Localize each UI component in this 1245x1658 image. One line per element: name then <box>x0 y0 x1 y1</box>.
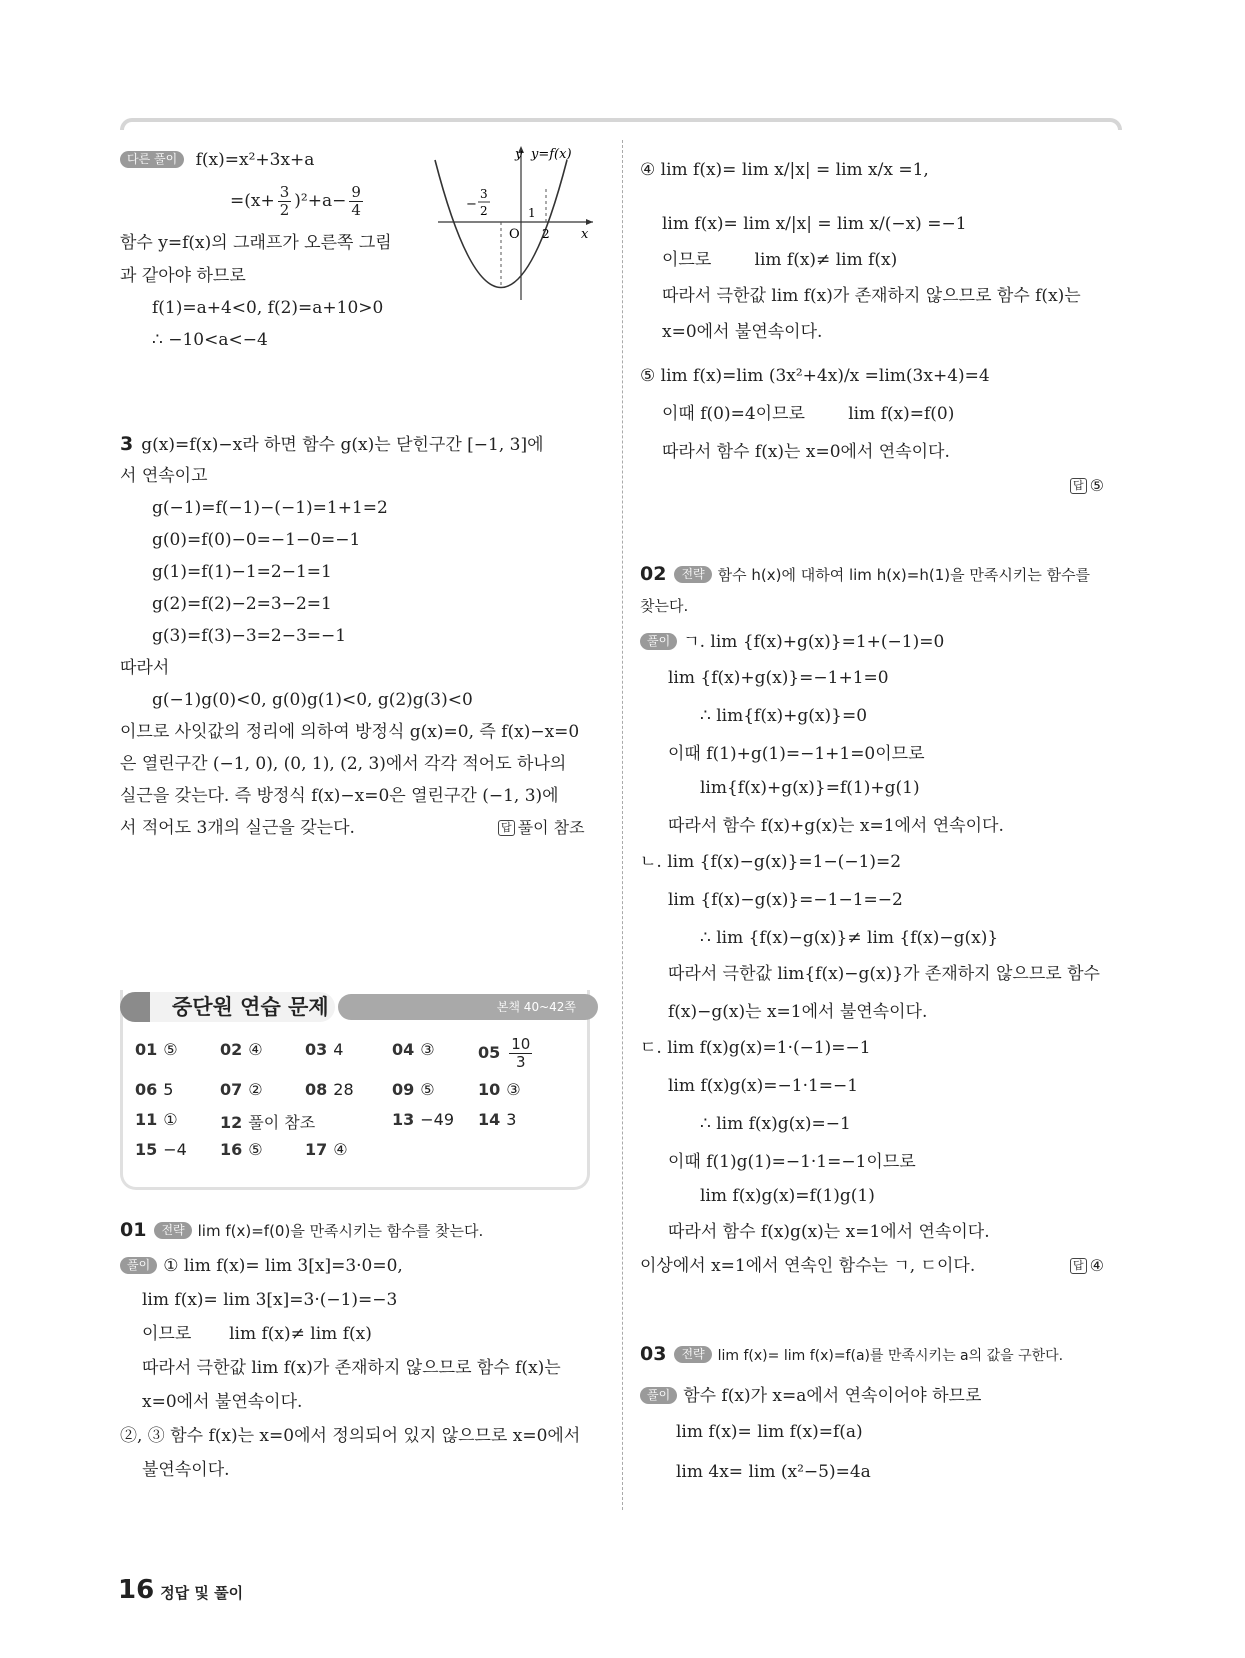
p02-b5: f(x)−g(x)는 x=1에서 불연속이다. <box>668 1002 928 1022</box>
answer-item: 06 5 <box>135 1080 174 1099</box>
origin-label: O <box>509 227 520 242</box>
p3-line1: 3 g(x)=f(x)−x라 하면 함수 g(x)는 닫힌구간 [−1, 3]에 <box>120 433 544 455</box>
p02-b2: lim {f(x)−g(x)}=−1−1=−2 <box>668 890 903 910</box>
p01-line6: ②, ③ 함수 f(x)는 x=0에서 정의되어 있지 않으므로 x=0에서 <box>120 1426 581 1446</box>
y-axis-label: y <box>515 147 523 162</box>
r5-line3: 따라서 함수 f(x)는 x=0에서 연속이다. <box>662 442 950 462</box>
p01-strategy: 01 전략 lim f(x)=f(0)을 만족시키는 함수를 찾는다. <box>120 1219 484 1241</box>
p3-line8: 따라서 <box>120 658 170 678</box>
section-title: 중단원 연습 문제 <box>150 992 335 1022</box>
answer-item: 09 ⑤ <box>392 1080 435 1099</box>
answer-item: 02 ④ <box>220 1040 263 1059</box>
alt-solution-line2: =(x+ $\frac{3}{2}$ )²+a− $\frac{9}{4}$ <box>230 183 361 219</box>
fraction: $\frac{3}{2}$ <box>279 183 290 219</box>
alt-solution-line1: 다른 풀이 f(x)=x²+3x+a <box>120 148 314 172</box>
alt-solution-badge: 다른 풀이 <box>120 151 184 168</box>
page-footer <box>118 1575 243 1605</box>
p02-b1: ㄴ. lim {f(x)−g(x)}=1−(−1)=2 <box>640 852 902 872</box>
answer-mark: 답 <box>498 820 515 836</box>
parabola-graph <box>428 140 598 305</box>
p02-c7: 이상에서 x=1에서 연속인 함수는 ㄱ, ㄷ이다. <box>640 1256 976 1276</box>
answer-item: 13 −49 <box>392 1110 455 1129</box>
answer-item: 15 −4 <box>135 1140 187 1159</box>
r4-line3: 이므로 lim f(x)≠ lim f(x) <box>662 250 898 270</box>
r4-line2: lim f(x)= lim x/|x| = lim x/(−x) =−1 <box>662 214 967 234</box>
answer-item: 16 ⑤ <box>220 1140 263 1159</box>
answer-05-fraction: $\frac{10}{3}$ <box>511 1035 531 1071</box>
strategy-badge: 전략 <box>674 1346 711 1363</box>
r4-line5: x=0에서 불연속이다. <box>662 322 823 342</box>
p3-line4: g(0)=f(0)−0=−1−0=−1 <box>152 530 361 550</box>
problem-number: 02 <box>640 563 667 585</box>
solution-badge: 풀이 <box>120 1257 157 1274</box>
p02-b3: ∴ lim {f(x)−g(x)}≠ lim {f(x)−g(x)} <box>700 928 999 948</box>
answer-item: 12 풀이 참조 <box>220 1113 316 1132</box>
p03-line3: lim 4x= lim (x²−5)=4a <box>676 1462 871 1482</box>
solution-badge: 풀이 <box>640 633 677 650</box>
p01-line2: lim f(x)= lim 3[x]=3·(−1)=−3 <box>142 1290 398 1310</box>
tick-minus: − <box>466 197 477 212</box>
p3-line7: g(3)=f(3)−3=2−3=−1 <box>152 626 347 646</box>
p02-a6: 따라서 함수 f(x)+g(x)는 x=1에서 연속이다. <box>668 816 1004 836</box>
alt-solution-line6: ∴ −10<a<−4 <box>152 330 268 350</box>
alt-solution-line4: 과 같아야 하므로 <box>120 266 246 286</box>
p02-c5: lim f(x)g(x)=f(1)g(1) <box>700 1186 875 1206</box>
p03-line2: lim f(x)= lim f(x)=f(a) <box>676 1422 863 1442</box>
p02-a5: lim{f(x)+g(x)}=f(1)+g(1) <box>700 778 920 798</box>
p02-a4: 이때 f(1)+g(1)=−1+1=0이므로 <box>668 744 925 764</box>
p02-b4: 따라서 극한값 lim{f(x)−g(x)}가 존재하지 않으므로 함수 <box>668 964 1100 984</box>
answer-mark: 답 <box>1070 1258 1087 1274</box>
p3-line11: 은 열린구간 (−1, 0), (0, 1), (2, 3)에서 각각 적어도 하나의 <box>120 754 567 774</box>
p01-line7: 불연속이다. <box>142 1460 230 1480</box>
p02-a2: lim {f(x)+g(x)}=−1+1=0 <box>668 668 889 688</box>
answer-item: 08 28 <box>305 1080 354 1099</box>
tick-2: 2 <box>542 227 550 241</box>
p3-line5: g(1)=f(1)−1=2−1=1 <box>152 562 332 582</box>
section-header <box>120 992 598 1022</box>
answer-item: 17 ④ <box>305 1140 348 1159</box>
r4-line4: 따라서 극한값 lim f(x)가 존재하지 않으므로 함수 f(x)는 <box>662 286 1081 306</box>
p01-line1: 풀이 ① lim f(x)= lim 3[x]=3·0=0, <box>120 1254 403 1278</box>
answer-mark: 답 <box>1070 478 1087 494</box>
p3-line2: 서 연속이고 <box>120 466 208 486</box>
r5-answer: 답 ⑤ <box>1070 474 1104 498</box>
p02-answer: 답 ④ <box>1070 1254 1104 1278</box>
answer-item: 07 ② <box>220 1080 263 1099</box>
top-rule <box>120 118 1122 130</box>
p01-line4: 따라서 극한값 lim f(x)가 존재하지 않으므로 함수 f(x)는 <box>142 1358 561 1378</box>
answer-item: 03 4 <box>305 1040 344 1059</box>
problem-number: 03 <box>640 1343 667 1365</box>
problem-number: 01 <box>120 1219 147 1241</box>
p02-strategy-line2: 찾는다. <box>640 597 689 615</box>
r5-line2: 이때 f(0)=4이므로 lim f(x)=f(0) <box>662 404 955 424</box>
curve-label: y=f(x) <box>531 147 572 162</box>
p02-c1: ㄷ. lim f(x)g(x)=1·(−1)=−1 <box>640 1038 871 1058</box>
p02-a1: 풀이 ㄱ. lim {f(x)+g(x)}=1+(−1)=0 <box>640 630 944 654</box>
p02-c4: 이때 f(1)g(1)=−1·1=−1이므로 <box>668 1152 916 1172</box>
strategy-badge: 전략 <box>674 566 711 583</box>
p3-line13: 서 적어도 3개의 실근을 갖는다. <box>120 818 355 838</box>
p02-strategy-line1: 02 전략 함수 h(x)에 대하여 lim h(x)=h(1)을 만족시키는 함수를 <box>640 563 1091 585</box>
r4-line1: ④ lim f(x)= lim x/|x| = lim x/x =1, <box>640 160 929 180</box>
solution-badge: 풀이 <box>640 1387 677 1404</box>
page-number: 16 <box>118 1575 155 1605</box>
p3-line9: g(−1)g(0)<0, g(0)g(1)<0, g(2)g(3)<0 <box>152 690 473 710</box>
answer-item: 05 $\frac{10}{3}$ <box>478 1035 531 1071</box>
alt-solution-line3: 함수 y=f(x)의 그래프가 오른쪽 그림 <box>120 233 392 253</box>
p03-strategy: 03 전략 lim f(x)= lim f(x)=f(a)를 만족시키는 a의 값을 구한다. <box>640 1343 1064 1365</box>
p02-c3: ∴ lim f(x)g(x)=−1 <box>700 1114 851 1134</box>
answer-item: 01 ⑤ <box>135 1040 178 1059</box>
answer-item: 04 ③ <box>392 1040 435 1059</box>
p01-line3: 이므로 lim f(x)≠ lim f(x) <box>142 1324 372 1344</box>
strategy-badge: 전략 <box>154 1222 191 1239</box>
p3-line10: 이므로 사잇값의 정리에 의하여 방정식 g(x)=0, 즉 f(x)−x=0 <box>120 722 580 742</box>
answer-item: 10 ③ <box>478 1080 521 1099</box>
p3-line12: 실근을 갖는다. 즉 방정식 f(x)−x=0은 열린구간 (−1, 3)에 <box>120 786 559 806</box>
p3-line6: g(2)=f(2)−2=3−2=1 <box>152 594 332 614</box>
answer-item: 11 ① <box>135 1110 178 1129</box>
p02-c2: lim f(x)g(x)=−1·1=−1 <box>668 1076 859 1096</box>
tick-den: 2 <box>480 204 488 218</box>
p01-line5: x=0에서 불연속이다. <box>142 1392 303 1412</box>
section-pages: 본책 40~42쪽 <box>338 994 598 1020</box>
p03-line1: 풀이 함수 f(x)가 x=a에서 연속이어야 하므로 <box>640 1384 981 1408</box>
tick-num: 3 <box>480 187 488 201</box>
p02-a3: ∴ lim{f(x)+g(x)}=0 <box>700 706 868 726</box>
problem-number: 3 <box>120 433 134 455</box>
tick-1: 1 <box>528 206 536 220</box>
fraction: $\frac{9}{4}$ <box>351 183 361 219</box>
alt-solution-line5: f(1)=a+4<0, f(2)=a+10>0 <box>152 298 384 318</box>
p3-line3: g(−1)=f(−1)−(−1)=1+1=2 <box>152 498 388 518</box>
answer-item: 14 3 <box>478 1110 517 1129</box>
r5-line1: ⑤ lim f(x)=lim (3x²+4x)/x =lim(3x+4)=4 <box>640 366 990 386</box>
p02-c6: 따라서 함수 f(x)g(x)는 x=1에서 연속이다. <box>668 1222 990 1242</box>
footer-title: 정답 및 풀이 <box>160 1584 244 1602</box>
x-axis-label: x <box>581 227 589 242</box>
column-divider <box>622 140 623 1510</box>
p3-answer: 답 풀이 참조 <box>498 816 585 840</box>
